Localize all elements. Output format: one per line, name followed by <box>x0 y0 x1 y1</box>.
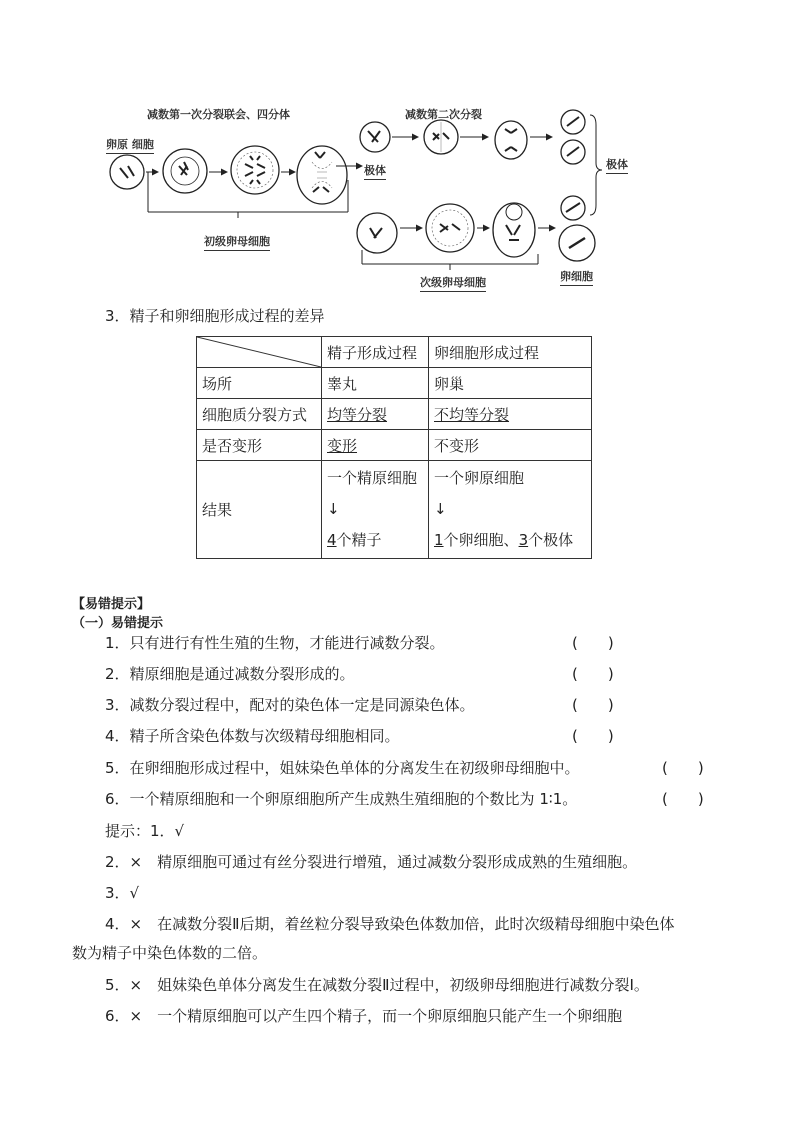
diagonal-line <box>197 337 321 367</box>
question-4: 4．精子所含染色体数与次级精母细胞相同。 <box>105 727 400 745</box>
table-row <box>197 399 592 430</box>
cell-egg-result <box>429 461 592 559</box>
tips-subheading: （一）易错提示 <box>72 616 164 631</box>
answer-bracket-2: ( ) <box>572 665 614 683</box>
metaphase-2-cell <box>426 204 474 252</box>
answer-6: 6．× 一个精原细胞可以产生四个精子，而一个卵原细胞只能产生一个卵细胞 <box>105 1007 623 1025</box>
header-sperm: 精子形成过程 <box>322 337 429 368</box>
row-label: 细胞质分裂方式 <box>197 399 322 430</box>
cell-sperm-result <box>322 461 429 559</box>
label-primary-oocyte: 初级卵母细胞 <box>204 233 270 251</box>
egg-outcome-mid: 个卵细胞、 <box>443 531 519 549</box>
oogonium-cell <box>110 155 144 189</box>
diagonal-header-cell <box>197 337 322 368</box>
question-3: 3．减数分裂过程中，配对的染色体一定是同源染色体。 <box>105 696 475 714</box>
polar-body-cell <box>360 122 390 152</box>
primary-oocyte-cell <box>163 149 207 193</box>
egg-count: 1 <box>434 531 444 549</box>
polar-anaphase-2-cell <box>495 121 527 159</box>
label-meiosis-1: 减数第一次分裂联会、四分体 <box>147 108 290 121</box>
answer-bracket-4: ( ) <box>572 727 614 745</box>
header-egg: 卵细胞形成过程 <box>429 337 592 368</box>
comparison-table <box>196 336 592 559</box>
label-egg-cell: 卵细胞 <box>560 268 593 286</box>
egg-start: 一个卵原细胞 <box>434 469 525 487</box>
anaphase-2-cell <box>493 203 535 257</box>
brace <box>590 115 602 215</box>
cell-sperm <box>322 430 429 461</box>
sperm-start: 一个精原细胞 <box>327 469 418 487</box>
sperm-count: 4 <box>327 531 337 549</box>
final-polar-body-3 <box>561 196 585 220</box>
answer-2: 2．× 精原细胞可通过有丝分裂进行增殖，通过减数分裂形成成熟的生殖细胞。 <box>105 853 638 871</box>
row-label: 结果 <box>197 461 322 559</box>
answer-bracket-5: ( ) <box>662 759 704 777</box>
cell-sperm <box>322 399 429 430</box>
polar-metaphase-2-cell <box>424 120 458 154</box>
answer-4-line-2: 数为精子中染色体数的二倍。 <box>72 944 268 962</box>
table-row <box>197 368 592 399</box>
answer-bracket-3: ( ) <box>572 696 614 714</box>
label-oogonium: 卵原 细胞 <box>106 136 154 154</box>
sperm-outcome-text: 个精子 <box>336 531 382 549</box>
cell-sperm: 睾丸 <box>322 368 429 399</box>
egg-outcome-end: 个极体 <box>528 531 574 549</box>
answer-bracket-6: ( ) <box>662 790 704 808</box>
section-3-title: 3．精子和卵细胞形成过程的差异 <box>105 307 325 325</box>
egg-cell <box>559 225 595 261</box>
cell-sperm-text: 变形 <box>327 436 358 455</box>
cell-sperm-text: 均等分裂 <box>327 405 388 424</box>
cell-egg: 卵巢 <box>429 368 592 399</box>
label-polar-body-2: 极体 <box>606 156 628 174</box>
metaphase-1-cell <box>231 146 279 194</box>
question-5: 5．在卵细胞形成过程中，姐妹染色单体的分离发生在初级卵母细胞中。 <box>105 759 580 777</box>
answer-bracket-1: ( ) <box>572 634 614 652</box>
sperm-outcome <box>327 525 423 556</box>
final-polar-body-2 <box>561 140 585 164</box>
table-row-result <box>197 461 592 559</box>
oogenesis-diagram <box>100 100 640 290</box>
answer-4-line-1: 4．× 在减数分裂Ⅱ后期，着丝粒分裂导致染色体数加倍，此时次级精母细胞中染色体 <box>105 915 675 933</box>
anaphase-1-cell <box>297 146 347 204</box>
answer-1: 提示：1．√ <box>105 822 185 840</box>
answer-5: 5．× 姐妹染色单体分离发生在减数分裂Ⅱ过程中，初级卵母细胞进行减数分裂Ⅰ。 <box>105 976 649 994</box>
secondary-oocyte-cell <box>357 213 397 253</box>
polar-count: 3 <box>518 531 529 549</box>
label-polar-body-1: 极体 <box>364 162 386 180</box>
table-row <box>197 430 592 461</box>
table-header-row <box>197 337 592 368</box>
oogenesis-svg <box>100 100 640 290</box>
row-label: 是否变形 <box>197 430 322 461</box>
tips-heading: 【易错提示】 <box>72 597 151 612</box>
down-arrow-icon: ↓ <box>434 500 447 518</box>
label-meiosis-2: 减数第二次分裂 <box>405 108 482 121</box>
question-6: 6．一个精原细胞和一个卵原细胞所产生成熟生殖细胞的个数比为 1∶1。 <box>105 790 578 808</box>
final-polar-body-1 <box>561 110 585 134</box>
cell-egg-text: 不均等分裂 <box>434 405 510 424</box>
cell-egg: 不变形 <box>429 430 592 461</box>
question-1: 1．只有进行有性生殖的生物，才能进行减数分裂。 <box>105 634 445 652</box>
down-arrow-icon: ↓ <box>327 500 340 518</box>
cell-egg <box>429 399 592 430</box>
answer-3: 3．√ <box>105 884 140 902</box>
egg-outcome <box>434 525 586 556</box>
question-2: 2．精原细胞是通过减数分裂形成的。 <box>105 665 355 683</box>
label-secondary-oocyte: 次级卵母细胞 <box>420 274 486 292</box>
row-label: 场所 <box>197 368 322 399</box>
